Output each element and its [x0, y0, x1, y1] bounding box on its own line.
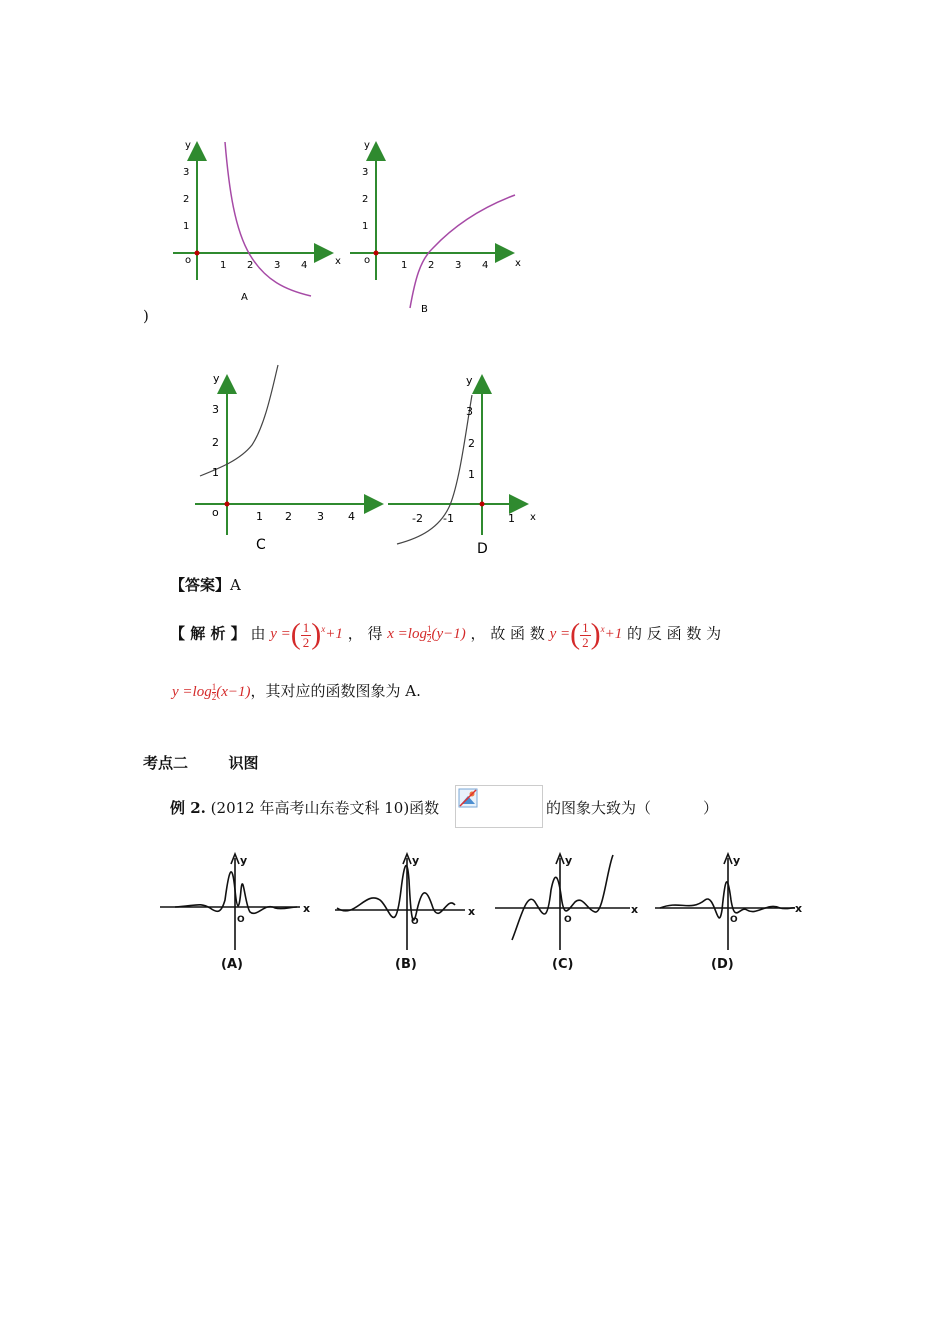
graph-c — [195, 365, 380, 553]
graph-b-ytick: 2 — [362, 194, 369, 205]
example-source: (2012 年高考山东卷文科 10)函数 — [210, 799, 440, 817]
section-subtitle: 识图 — [228, 754, 259, 772]
graph-b-xtick: 2 — [428, 260, 435, 271]
option-d-caption: (D) — [711, 957, 734, 972]
option-d-o: O — [730, 915, 738, 925]
graph-a-ytick: 1 — [183, 221, 190, 232]
option-c-graph — [495, 854, 630, 950]
analysis-text: ， 得 — [347, 624, 383, 643]
option-c-x: x — [631, 903, 639, 916]
option-b-y: y — [412, 854, 420, 867]
analysis-label: 【 解 析 】 — [170, 624, 246, 643]
answer-line — [170, 574, 241, 595]
section-heading — [143, 752, 259, 773]
stray-paren: ) — [143, 307, 149, 325]
option-a-y: y — [240, 854, 248, 867]
graph-b-ytick: 1 — [362, 221, 369, 232]
option-b-graph — [335, 854, 465, 950]
graph-c-caption: C — [256, 537, 266, 553]
analysis-text: ，其对应的函数图象为 A. — [250, 682, 421, 700]
formula-exp: y =( $\frac{1}{2}$ )$^x$+1 — [270, 618, 343, 651]
graph-a-xtick: 4 — [301, 260, 308, 271]
graph-c-xtick: 2 — [285, 510, 292, 523]
graph-a-ytick: 2 — [183, 194, 190, 205]
graph-a-ytick: 3 — [183, 167, 190, 178]
graphs-c-d — [190, 360, 550, 560]
formula-log-y: x =log $\frac{1}{2}(y-1)$ — [387, 624, 466, 645]
graph-c-y-label: y — [213, 372, 220, 385]
graph-c-ytick: 1 — [212, 466, 219, 479]
option-c-o: O — [564, 915, 572, 925]
graph-a-xtick: 3 — [274, 260, 281, 271]
graph-b-origin: o — [364, 255, 371, 266]
graph-b — [350, 140, 521, 315]
option-a-graph — [160, 854, 300, 950]
graph-a-y-label: y — [185, 140, 191, 151]
graph-d-ytick: 3 — [466, 405, 473, 418]
graph-d-y-label: y — [466, 374, 473, 387]
example-line — [170, 797, 439, 818]
section-title: 考点二 — [143, 754, 189, 772]
analysis-text: ， 故 函 数 — [470, 624, 545, 643]
formula-exp-2: y =( $\frac{1}{2}$ )$^x$+1 — [549, 618, 623, 651]
graph-c-xtick: 3 — [317, 510, 324, 523]
graph-d — [388, 374, 536, 557]
graph-d-ytick: 2 — [468, 437, 475, 450]
option-a-o: O — [237, 915, 245, 925]
option-graphs — [155, 850, 805, 980]
broken-image-placeholder — [455, 785, 543, 828]
graph-b-y-label: y — [364, 140, 370, 151]
option-c-y: y — [565, 854, 573, 867]
graphs-a-b — [165, 130, 535, 315]
analysis-text: 的 反 函 数 为 — [627, 624, 722, 643]
option-d-x: x — [795, 902, 803, 915]
option-b-caption: (B) — [395, 957, 417, 972]
graph-b-caption: B — [421, 304, 428, 315]
graph-d-x-label: x — [530, 512, 536, 523]
graph-a-xtick: 1 — [220, 260, 227, 271]
graph-b-xtick: 1 — [401, 260, 408, 271]
graph-b-ytick: 3 — [362, 167, 369, 178]
analysis-line-2 — [172, 680, 421, 702]
graph-a-xtick: 2 — [247, 260, 254, 271]
option-d-y: y — [733, 854, 741, 867]
option-a-x: x — [303, 902, 311, 915]
graph-d-caption: D — [477, 541, 488, 557]
option-c-caption: (C) — [552, 957, 574, 972]
example-tail: 的图象大致为（ ） — [546, 799, 719, 817]
answer-value: A — [230, 576, 241, 594]
broken-image-icon — [458, 788, 478, 808]
option-a-caption: (A) — [221, 957, 243, 972]
graph-c-ytick: 2 — [212, 436, 219, 449]
graph-d-xtick: -1 — [443, 512, 454, 525]
answer-label: 【答案】 — [170, 576, 231, 594]
graph-c-xtick: 4 — [348, 510, 355, 523]
graph-c-xtick: 1 — [256, 510, 263, 523]
graph-c-ytick: 3 — [212, 403, 219, 416]
option-b-x: x — [468, 905, 476, 918]
analysis-line-1 — [170, 618, 850, 652]
graph-d-xtick: -2 — [412, 512, 423, 525]
analysis-text: 由 — [250, 624, 266, 643]
graph-b-xtick: 4 — [482, 260, 489, 271]
graph-c-origin: o — [212, 506, 219, 519]
graph-d-ytick: 1 — [468, 468, 475, 481]
example-label: 例 2. — [170, 799, 206, 817]
graph-a-x-label: x — [335, 256, 341, 267]
graph-a — [173, 140, 341, 303]
graph-b-x-label: x — [515, 258, 521, 269]
option-b-o: O — [411, 917, 419, 927]
graph-d-xtick: 1 — [508, 512, 515, 525]
graph-a-caption: A — [241, 292, 248, 303]
graph-a-origin: o — [185, 255, 192, 266]
graph-b-xtick: 3 — [455, 260, 462, 271]
formula-log-x: y =log $\frac{1}{2}(x-1)$ — [172, 682, 251, 702]
option-d-graph — [655, 854, 795, 950]
